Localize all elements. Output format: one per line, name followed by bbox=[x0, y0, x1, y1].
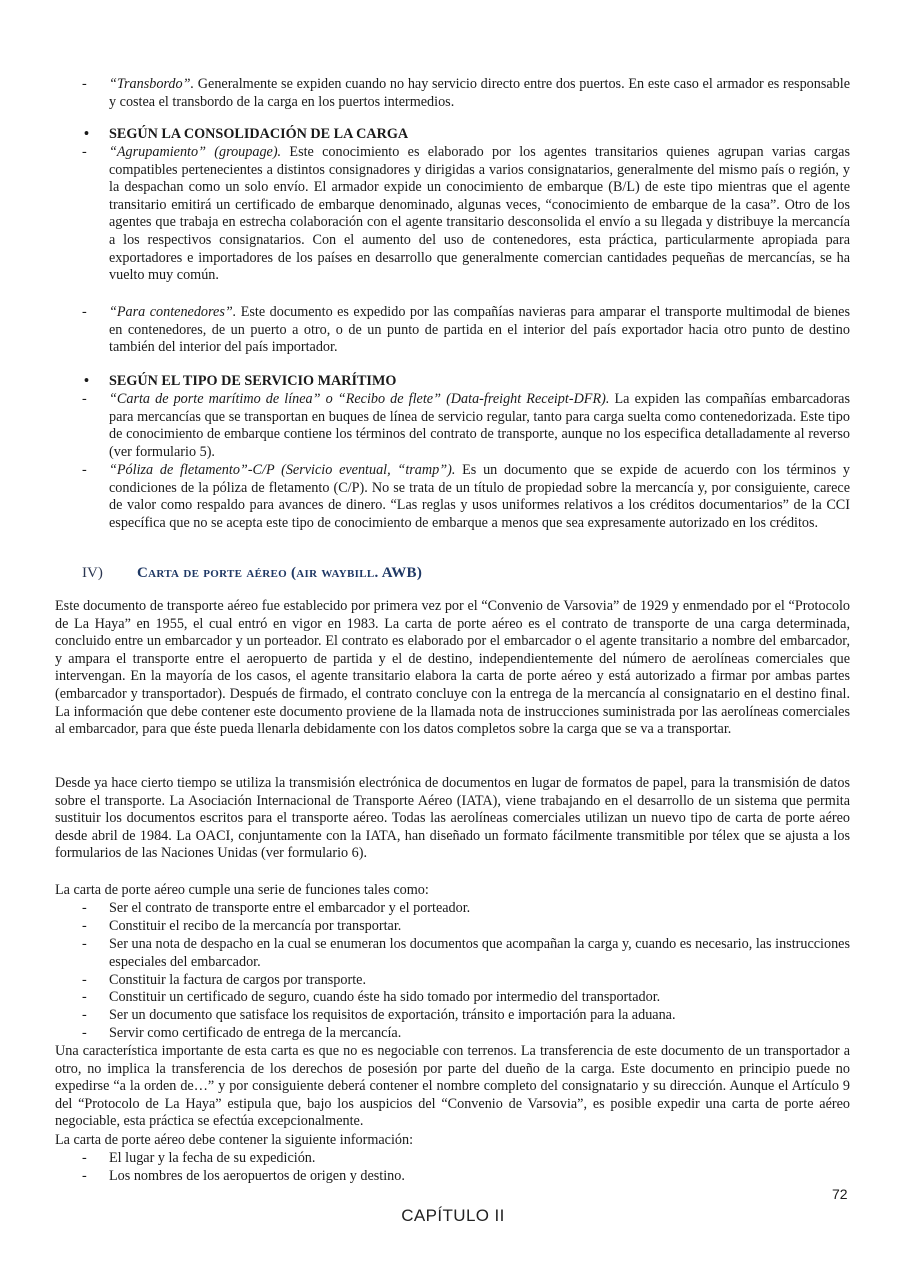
section-heading-consolidacion: • SEGÚN LA CONSOLIDACIÓN DE LA CARGA bbox=[84, 126, 409, 142]
section-title: Carta de porte aéreo (air waybill. AWB) bbox=[137, 565, 423, 581]
dash-marker: - bbox=[82, 989, 87, 1005]
dash-marker: - bbox=[82, 391, 87, 407]
list-item-para-contenedores: - “Para contenedores”. Este documento es expedido por las compañías navieras para amparar el transporte multimodal de bienes en contenedores, de un puerto a otro, o de un punto de partida en el interior del país exportador hacia otro punto de destino también del interior del país importador. bbox=[82, 304, 850, 356]
paragraph-3: La carta de porte aéreo cumple una serie de funciones tales como: bbox=[55, 882, 429, 898]
list-item: - Ser un documento que satisface los requisitos de exportación, tránsito e importación para la aduana. bbox=[82, 1007, 676, 1023]
list-item: - Constituir la factura de cargos por transporte. bbox=[82, 972, 367, 988]
dash-marker: - bbox=[82, 1168, 87, 1184]
list-item-poliza-fletamento: - “Póliza de fletamento”-C/P (Servicio eventual, “tramp”). Es un documento que se expide de acuerdo con los términos y condiciones de la póliza de fletamento (C/P). No se trata de un título de propiedad sobre la mercancía y, por consiguiente, carece de valor como respaldo para avances de dinero. “Las reglas y usos uniformes relativos a los créditos documentarios” de la CCI específica que no se acepta este tipo de conocimiento de embarque a menos que sea expresamente autorizado en los créditos. bbox=[82, 462, 850, 531]
bullet-icon: • bbox=[84, 126, 89, 142]
chapter-footer: CAPÍTULO II bbox=[401, 1206, 505, 1225]
list-item: - Constituir un certificado de seguro, cuando éste ha sido tomado por intermedio del transportador. bbox=[82, 989, 661, 1005]
list-item: - Ser el contrato de transporte entre el embarcador y el porteador. bbox=[82, 900, 471, 916]
term: “Carta de porte marítimo de línea” o “Recibo de flete” (Data-freight Receipt-DFR). bbox=[109, 391, 610, 407]
section-heading-maritimo: • SEGÚN EL TIPO DE SERVICIO MARÍTIMO bbox=[84, 373, 397, 389]
dash-marker: - bbox=[82, 900, 87, 916]
dash-marker: - bbox=[82, 76, 87, 92]
dash-marker: - bbox=[82, 1007, 87, 1023]
dash-marker: - bbox=[82, 304, 87, 320]
list-item: - Servir como certificado de entrega de la mercancía. bbox=[82, 1025, 402, 1041]
dash-marker: - bbox=[82, 462, 87, 478]
dash-marker: - bbox=[82, 972, 87, 988]
term: “Para contenedores”. bbox=[109, 304, 237, 320]
dash-marker: - bbox=[82, 144, 87, 160]
bullet-icon: • bbox=[84, 373, 89, 389]
paragraph-1: Este documento de transporte aéreo fue establecido por primera vez por el “Convenio de Varsovia” de 1929 y enmendado por el “Protocolo de La Haya” en 1955, el cual entró en vigor en 1983. La carta de porte aéreo es el contrato de transporte de una carga determinada, concluido entre un embarcador y un porteador. El contrato es elaborado por el embarcador o el agente transitario a nombre del embarcador, y ampara el transporte entre el aeropuerto de partida y el de destino, independientemente del número de aerolíneas comerciales que intervengan. En la mayoría de los casos, el agente transitario elabora la carta de porte aéreo y está autorizado a firmar por ambas partes (embarcador y transportador). Después de firmado, el contrato concluye con la entrega de la mercancía al consignatario en el destino final. La información que debe contener este documento proviene de la llamada nota de instrucciones suministrada por las aerolíneas comerciales al embarcador, para que éste pueda llenarla debidamente con los datos completos sobre la carga que se va a transportar. bbox=[55, 598, 850, 738]
term: “Agrupamiento” (groupage). bbox=[109, 144, 282, 160]
paragraph-2: Desde ya hace cierto tiempo se utiliza la transmisión electrónica de documentos en lugar de formatos de papel, para la transmisión de datos sobre el transporte. La Asociación Internacional de Transporte Aéreo (IATA), viene trabajando en el desarrollo de un sistema que permita sustituir los documentos escritos para el transporte aéreo. Todas las aerolíneas comerciales utilizan un nuevo tipo de carta de porte aéreo desde abril de 1984. La OACI, conjuntamente con la IATA, han diseñado un formato fácilmente transmitible por télex que se ajusta a los formularios de las Naciones Unidas (ver formulario 6). bbox=[55, 775, 850, 862]
list-item: - Los nombres de los aeropuertos de origen y destino. bbox=[82, 1168, 405, 1184]
list-item: - Ser una nota de despacho en la cual se enumeran los documentos que acompañan la carga y, cuando es necesario, las instrucciones especiales del embarcador. bbox=[82, 936, 850, 970]
list-item-transbordo: - “Transbordo”. Generalmente se expiden cuando no hay servicio directo entre dos puertos. En este caso el armador es responsable y costea el transbordo de la carga en los puertos intermedios. bbox=[82, 76, 850, 110]
term: “Póliza de fletamento”-C/P (Servicio eventual, “tramp”). bbox=[109, 462, 456, 478]
list-item: - El lugar y la fecha de su expedición. bbox=[82, 1150, 316, 1166]
dash-marker: - bbox=[82, 918, 87, 934]
dash-marker: - bbox=[82, 1150, 87, 1166]
section-number: IV) bbox=[82, 565, 103, 581]
dash-marker: - bbox=[82, 936, 87, 952]
paragraph-4: Una característica importante de esta carta es que no es negociable con terrenos. La transferencia de este documento de un transportador a otro, no implica la transferencia de los derechos de posesión por parte del dueño de la carga. Este documento en principio puede no expedirse “a la orden de…” y por consiguiente deberá contener el nombre completo del consignatario y su dirección. Aunque el Artículo 9 del “Protocolo de La Haya” estipula que, bajo los auspicios del “Convenio de Varsovia”, es posible expedir una carta de porte aéreo negociable, esta práctica se efectúa excepcionalmente. bbox=[55, 1043, 850, 1130]
list-item-agrupamiento: - “Agrupamiento” (groupage). Este conocimiento es elaborado por los agentes transitarios quienes agrupan varias cargas compatibles pertenecientes a distintos consignadores y dirigidas a varios consignatarios, generalmente del mismo país o región, y la despachan como un solo envío. El armador expide un conocimiento de embarque (B/L) de este tipo mientras que el agente transitario emitirá un certificado de embarque denominado, algunas veces, “conocimiento de embarque de la casa”. Otro de los agentes que trabaja en estrecha colaboración con el agente transitario desconsolida el envío a su llegada y distribuye la mercancía a los respectivos consignatarios. Con el aumento del uso de contenedores, esta práctica, particularmente apropiada para exportadores e importadores de los países en desarrollo que generalmente comercian cantidades pequeñas de mercancías, se ha vuelto muy común. bbox=[82, 144, 850, 284]
dash-marker: - bbox=[82, 1025, 87, 1041]
list-item-carta-porte-maritimo: - “Carta de porte marítimo de línea” o “Recibo de flete” (Data-freight Receipt-DFR). La expiden las compañías embarcadoras para mercancías que se transportan en buques de línea de servicio regular, tanto para carga suelta como contenedorizada. Este tipo de conocimiento de embarque contiene los términos del contrato de transporte, aunque no los especifica detalladamente al reverso (ver formulario 5). bbox=[82, 391, 850, 460]
page-number: 72 bbox=[832, 1186, 848, 1202]
list-item: - Constituir el recibo de la mercancía por transportar. bbox=[82, 918, 402, 934]
section-heading-iv bbox=[82, 565, 782, 587]
paragraph-5: La carta de porte aéreo debe contener la siguiente información: bbox=[55, 1132, 414, 1148]
term: “Transbordo”. bbox=[109, 76, 195, 92]
